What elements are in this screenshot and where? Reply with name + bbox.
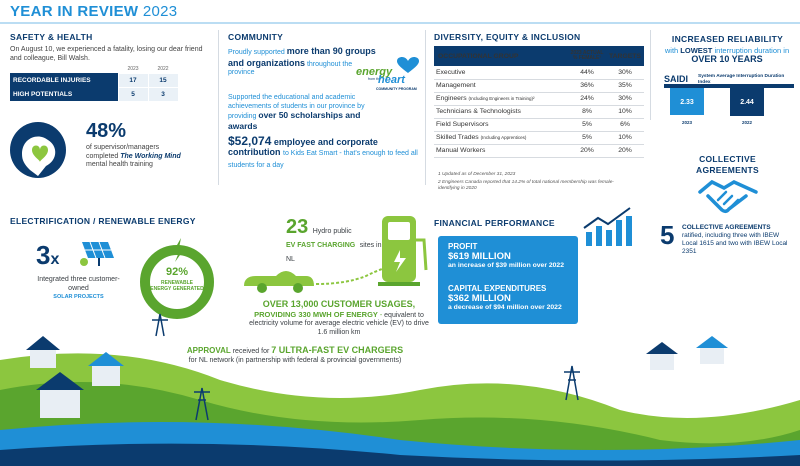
stat-line-a: of supervisor/managers [86, 144, 160, 151]
title-year: 2023 [142, 3, 178, 20]
row-value: 3 [148, 87, 178, 101]
approval-c: 7 ULTRA-FAST EV CHARGERS [271, 345, 404, 355]
cell-actual: 36% [568, 79, 606, 92]
cell-group: Manual Workers [436, 147, 486, 154]
dei-header-row [434, 46, 644, 66]
rel-line-c: interruption duration in [714, 46, 790, 55]
divider [650, 30, 651, 120]
solar-x: x [50, 251, 60, 268]
ev-text [286, 216, 386, 265]
table-row [10, 87, 178, 101]
saidi-chart [664, 84, 794, 126]
landscape-illustration [0, 300, 800, 466]
table-row [434, 118, 644, 131]
cell-group: Executive [436, 68, 466, 76]
cell-group: Technicians & Technologists [436, 108, 521, 115]
amount-value: $52,074 [228, 134, 272, 148]
usage-c: equivalent to electricity volume for average electric vehicle (EV) to drive 1.6 million km [249, 311, 429, 336]
dei-heading: DIVERSITY, EQUITY & INCLUSION [434, 32, 581, 42]
safety-table [10, 66, 179, 102]
profit-value: $619 MILLION [448, 251, 511, 262]
row-label: RECORDABLE INJURIES [10, 73, 118, 87]
divider [218, 30, 219, 185]
logo-sub: COMMUNITY PROGRAM [376, 87, 417, 91]
cell-actual: 24% [568, 92, 606, 105]
collective-number: 5 [660, 220, 675, 250]
profit-note: an increase of $39 million over 2022 [448, 262, 564, 269]
title-rule [0, 22, 800, 24]
table-row [434, 79, 644, 92]
financial-heading: FINANCIAL PERFORMANCE [434, 218, 555, 228]
divider [425, 30, 426, 185]
stat-line-c: mental health training [86, 161, 153, 168]
community-amount [228, 136, 418, 171]
saidi-year-2023: 2023 [681, 120, 693, 125]
collective-heading-a: COLLECTIVE [699, 154, 756, 164]
ev-text-b: EV FAST CHARGING [286, 242, 356, 249]
cell-target: 20% [606, 144, 644, 157]
cell-target: 30% [606, 66, 644, 79]
amount-text: employee and corporate contribution [228, 137, 378, 157]
saidi-desc: System Average Interruption Duration Index [698, 74, 785, 85]
cell-note: (Including Apprentices) [480, 135, 527, 140]
community-line1-b: more than 90 groups and organizations [228, 46, 376, 68]
cell-actual: 20% [568, 144, 606, 157]
saidi-year-2022: 2022 [741, 120, 753, 125]
community-line2-b: over 50 scholarships and awards [228, 110, 361, 131]
solar-count: 3 [36, 240, 51, 270]
community-line2-a: Supported the educational and academic achievements of students in our province by providing [228, 94, 365, 120]
community-heading: COMMUNITY [228, 32, 284, 42]
cell-group: Field Supervisors [436, 121, 489, 128]
usage-text: OVER 13,000 CUSTOMER USAGES, PROVIDING 330 MWH OF ENERGY - equivalent to electricity volume for average electric vehicle (EV) to drive 1.6 million km [249, 299, 429, 336]
profit-label: PROFIT [448, 242, 478, 251]
table-row [434, 131, 644, 144]
collective-heading-b: AGREEMENTS [696, 165, 759, 175]
saidi-axis-bar [664, 84, 794, 88]
handshake-icon [698, 178, 758, 214]
saidi-value-2022: 2.44 [740, 99, 754, 106]
head-heart-icon [8, 120, 76, 180]
dei-table [434, 46, 644, 158]
col-target: TARGETS [609, 52, 641, 60]
collective-text [682, 224, 794, 256]
year-2023: 2023 [127, 66, 139, 73]
logo-from: from the [368, 77, 381, 81]
safety-heading: SAFETY & HEALTH [10, 32, 93, 42]
ev-text-a: Hydro public [312, 228, 352, 235]
row-value: 17 [118, 73, 148, 87]
saidi-label: SAIDI [664, 74, 689, 84]
cell-group: Skilled Trades [436, 134, 479, 141]
cell-target: 35% [606, 79, 644, 92]
stat-48: 48% [86, 120, 127, 142]
reliability-text [658, 46, 796, 64]
page-title [10, 3, 177, 20]
rel-line-d: OVER 10 YEARS [691, 54, 763, 64]
row-value: 15 [148, 73, 178, 87]
cell-actual: 5% [568, 118, 606, 131]
cell-target: 10% [606, 131, 644, 144]
safety-intro: On August 10, we experienced a fatality, losing our dear friend and colleague, Bill Walsh. [10, 46, 203, 62]
title-main: YEAR IN REVIEW [10, 3, 139, 20]
renew-label: RENEWABLE ENERGY GENERATED [150, 280, 204, 292]
capex-note: a decrease of $94 million over 2022 [448, 304, 562, 311]
rel-line-a: with [664, 46, 679, 55]
approval-a: APPROVAL [186, 346, 231, 355]
cell-actual: 8% [568, 105, 606, 118]
usage-a: OVER 13,000 CUSTOMER USAGES, [262, 299, 416, 309]
rel-line-b: LOWEST [680, 46, 713, 55]
cell-actual: 5% [568, 131, 606, 144]
amount-text-b: to Kids Eat Smart - that's enough to feed all students for a day [228, 150, 418, 169]
logo-word-heart: heart [378, 74, 405, 86]
community-line1-c: throughout the province [228, 60, 353, 76]
cell-group: Management [436, 82, 476, 89]
house-icon [26, 336, 60, 368]
row-value: 5 [118, 87, 148, 101]
house-icon [646, 342, 678, 370]
profit-block [448, 242, 628, 269]
usage-b: PROVIDING 330 MWH OF ENERGY [254, 309, 378, 319]
cell-group: Engineers [436, 95, 467, 102]
solar-text [36, 276, 121, 302]
solar-bold: SOLAR PROJECTS [53, 294, 104, 300]
renew-pct: 92% [165, 266, 189, 278]
saidi-value-2023: 2.33 [680, 99, 694, 106]
ev-text-c: sites in NL [286, 242, 382, 263]
capex-label: CAPITAL EXPENDITURES [448, 284, 547, 293]
approval-b: received for [232, 348, 270, 355]
energy-heart-logo [354, 56, 424, 96]
community-line1-a: Proudly supported [228, 49, 285, 56]
collective-label: COLLECTIVE AGREEMENTS [682, 224, 771, 231]
table-row [434, 92, 644, 105]
table-row [434, 144, 644, 157]
house-icon [696, 336, 728, 364]
table-row [10, 73, 178, 87]
stat-line-b: completed [86, 152, 119, 160]
electrification-heading: ELECTRIFICATION / RENEWABLE ENERGY [10, 216, 196, 226]
solar-desc: Integrated three customer-owned [37, 276, 120, 292]
table-row [434, 66, 644, 79]
col-group: OCCUPATIONAL GROUP [438, 52, 519, 60]
cell-target: 10% [606, 105, 644, 118]
dei-foot1: 1 Updated as of December 31, 2023 [438, 172, 516, 177]
cell-target: 30% [606, 92, 644, 105]
solar-panel-icon [78, 238, 118, 268]
heart-icon [396, 56, 420, 74]
table-row [434, 105, 644, 118]
row-label: HIGH POTENTIALS [10, 87, 118, 101]
solar-number [36, 240, 59, 271]
ev-number: 23 [286, 216, 309, 238]
collective-heading [660, 154, 795, 176]
cell-note: (Including Engineers in Training)² [468, 96, 535, 101]
cell-actual: 44% [568, 66, 606, 79]
community-line2 [228, 94, 368, 132]
year-2022: 2022 [157, 66, 169, 73]
col-actual: 2023 ACTUAL % FEMALE¹ [570, 49, 604, 61]
collective-desc: ratified, including three with IBEW Local 1615 and two with IBEW Local 2351 [682, 232, 788, 255]
stat-emphasis: The Working Mind [120, 152, 181, 160]
stat-text [86, 144, 216, 170]
logo-word-energy: energy [356, 66, 393, 78]
capex-value: $362 MILLION [448, 293, 511, 304]
reliability-heading: INCREASED RELIABILITY [671, 34, 784, 44]
dei-foot2: 2 Engineers Canada reported that 14.2% of total national membership was female-identifying in 2020 [438, 180, 614, 191]
approval-d: for NL network (in partnership with federal & provincial governments) [188, 357, 402, 364]
cell-target: 6% [606, 118, 644, 131]
